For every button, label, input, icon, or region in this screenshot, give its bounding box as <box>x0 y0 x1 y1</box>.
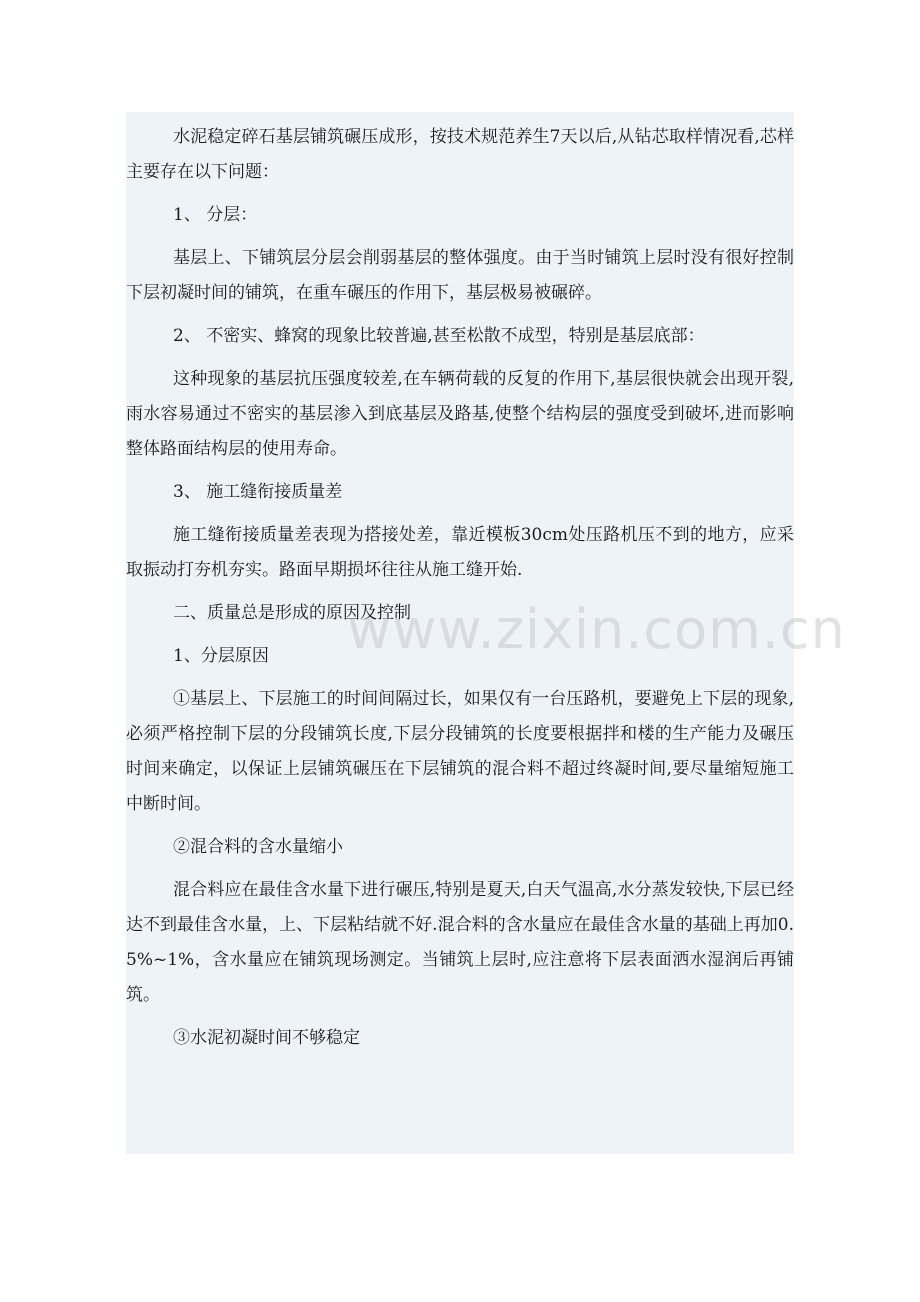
heading-construction-joint: 3、 施工缝衔接质量差 <box>173 482 343 502</box>
heading-honeycomb: 2、 不密实、蜂窝的现象比较普遍,甚至松散不成型，特别是基层底部： <box>173 326 705 346</box>
heading-section-two: 二、质量总是形成的原因及控制 <box>173 603 411 623</box>
heading-cause-three: ③水泥初凝时间不够稳定 <box>173 1028 360 1048</box>
paragraph-layering: 基层上、下铺筑层分层会削弱基层的整体强度。由于当时铺筑上层时没有很好控制下层初凝时间的铺筑，在重车碾压的作用下，基层极易被碾碎。 <box>126 248 794 303</box>
paragraph-intro: 水泥稳定碎石基层铺筑碾压成形，按技术规范养生7天以后,从钻芯取样情况看,芯样主要存在以下问题： <box>126 127 794 182</box>
paragraph-cause-two: 混合料应在最佳含水量下进行碾压,特别是夏天,白天气温高,水分蒸发较快,下层已经达不到最佳含水量，上、下层粘结就不好.混合料的含水量应在最佳含水量的基础上再加0.5%~1%，含水量应在铺筑现场测定。当铺筑上层时,应注意将下层表面洒水湿润后再铺筑。 <box>126 880 794 1005</box>
heading-cause-two: ②混合料的含水量缩小 <box>173 837 343 857</box>
paragraph-honeycomb: 这种现象的基层抗压强度较差,在车辆荷载的反复的作用下,基层很快就会出现开裂,雨水容易通过不密实的基层渗入到底基层及路基,使整个结构层的强度受到破坏,进而影响整体路面结构层的使用寿命。 <box>126 369 794 459</box>
paragraph-construction-joint: 施工缝衔接质量差表现为搭接处差，靠近模板30cm处压路机压不到的地方，应采取振动打夯机夯实。路面早期损坏往往从施工缝开始. <box>126 525 794 580</box>
document-body <box>126 112 794 1064</box>
watermark: www.zixin.com.cn <box>347 598 846 661</box>
paragraph-cause-one: ①基层上、下层施工的时间间隔过长，如果仅有一台压路机，要避免上下层的现象,必须严格控制下层的分段铺筑长度,下层分段铺筑的长度要根据拌和楼的生产能力及碾压时间来确定，以保证上层铺筑碾压在下层铺筑的混合料不超过终凝时间,要尽量缩短施工中断时间。 <box>126 689 794 814</box>
heading-layering: 1、 分层： <box>173 205 258 225</box>
heading-layering-causes: 1、分层原因 <box>173 646 269 666</box>
